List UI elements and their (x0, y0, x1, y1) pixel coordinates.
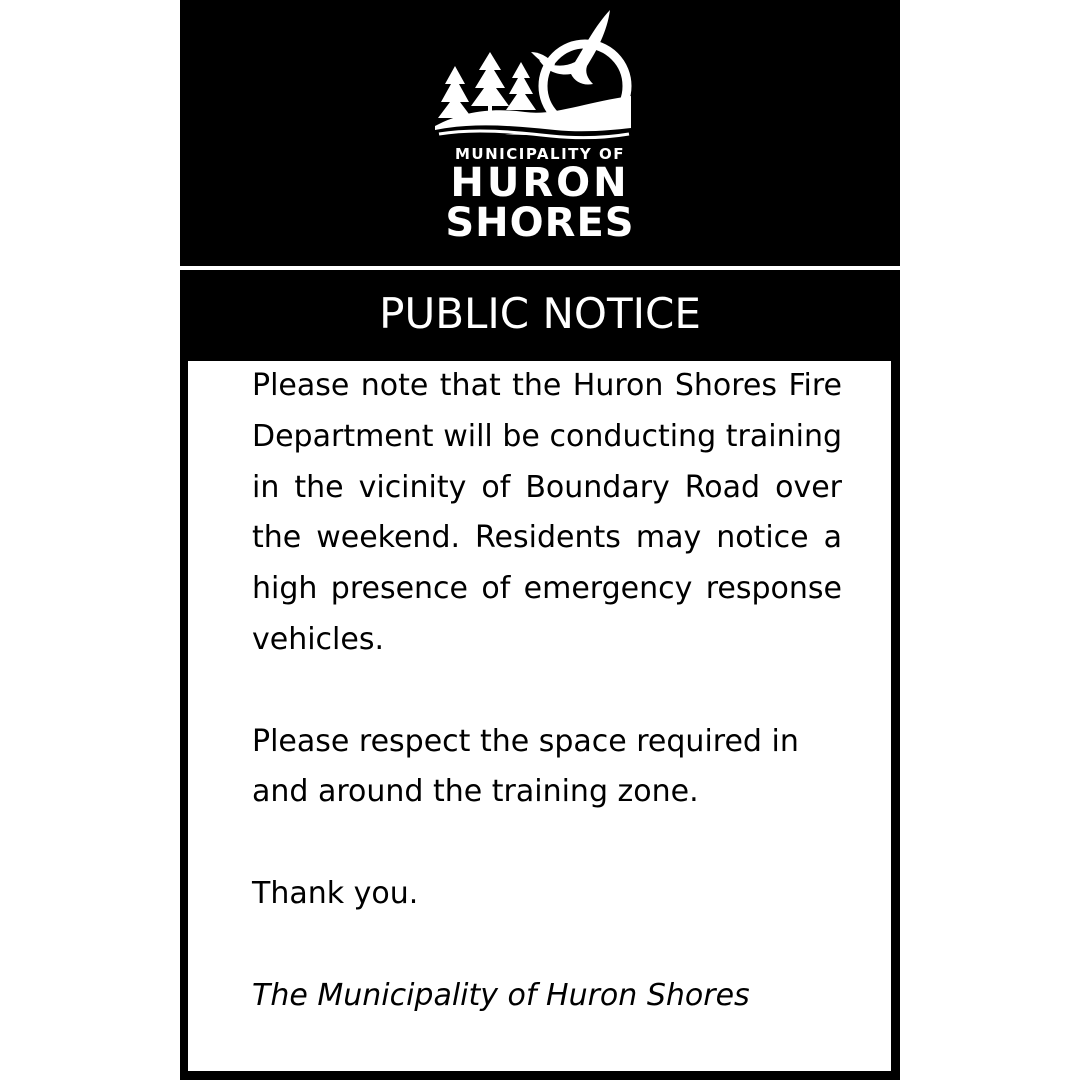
brand-name-line1: HURON (450, 160, 630, 206)
huron-shores-logo-icon (435, 6, 645, 146)
notice-paragraph-3: Thank you. (252, 875, 419, 911)
notice-paragraph-1: Please note that the Huron Shores Fire Department will be conducting training in the vicinity of Boundary Road over the weekend. Residents may notice a high presence of emergency response vehicles. (252, 368, 842, 657)
title-bar (180, 270, 900, 360)
header (180, 0, 898, 266)
brand-name-line2: SHORES (445, 200, 635, 246)
notice-signature: The Municipality of Huron Shores (252, 977, 750, 1013)
notice-text (252, 361, 842, 1021)
brand-subtitle: MUNICIPALITY OF (454, 145, 625, 163)
public-notice-card (180, 0, 900, 1080)
page-title: PUBLIC NOTICE (379, 289, 701, 338)
notice-paragraph-2: Please respect the space required in and around the training zone. (252, 723, 799, 810)
notice-body (188, 361, 891, 1071)
